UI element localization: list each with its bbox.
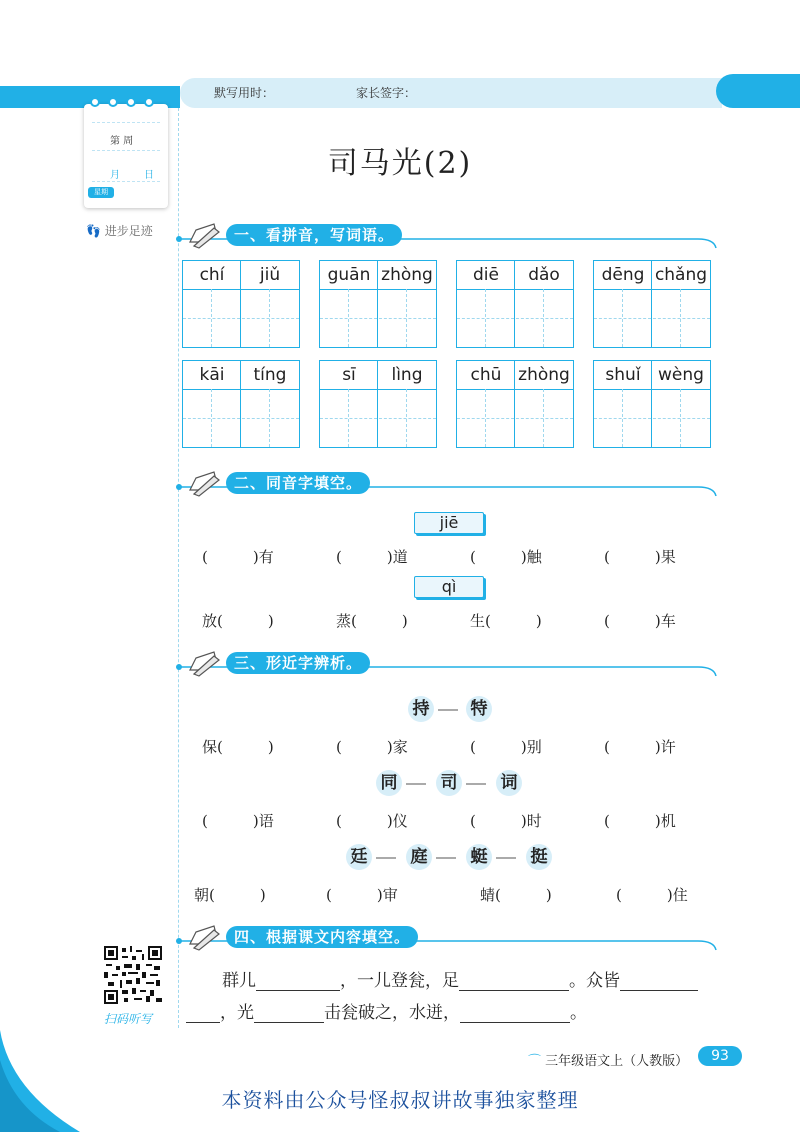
fill-item: ( )别 <box>470 738 542 756</box>
fill-item: 朝( ) <box>194 886 266 904</box>
time-label: 默写用时： <box>214 86 275 100</box>
writing-grid-box[interactable] <box>319 260 437 348</box>
week-label: 第 周 <box>110 136 134 147</box>
swoosh-icon: ⌒ <box>528 1054 542 1069</box>
book-label: 三年级语文上（人教版） <box>545 1054 689 1069</box>
pencil-icon <box>184 220 224 250</box>
section-header-4 <box>178 922 718 952</box>
ring-icon <box>126 97 136 107</box>
fill-item: 放( ) <box>202 612 274 630</box>
char-chip: 特 <box>466 696 492 722</box>
fill-text: 。 <box>570 1003 587 1023</box>
pinyin-text: shuǐ <box>605 365 641 385</box>
char-chip: 词 <box>496 770 522 796</box>
char-chip: 蜓 <box>466 844 492 870</box>
blank[interactable] <box>620 972 698 991</box>
fill-item: ( )许 <box>604 738 676 756</box>
page-number: 93 <box>698 1046 742 1066</box>
fill-item: ( )触 <box>470 548 542 566</box>
dash <box>376 857 396 859</box>
footprint-icon: 👣 <box>86 224 101 238</box>
fill-item: ( )有 <box>202 548 274 566</box>
pencil-icon <box>184 648 224 678</box>
pinyin-text: tíng <box>253 365 287 385</box>
fill-text: ，光 <box>220 1003 254 1023</box>
blank[interactable] <box>459 972 569 991</box>
fill-item: ( )住 <box>616 886 688 904</box>
pinyin-text: kāi <box>199 365 225 385</box>
month-label: 月 <box>110 170 120 181</box>
progress-text: 进步足迹 <box>104 224 153 238</box>
blank[interactable] <box>186 1004 220 1023</box>
section-title: 一、看拼音，写词语。 <box>226 224 402 246</box>
char-chip: 挺 <box>526 844 552 870</box>
blank[interactable] <box>256 972 340 991</box>
fill-item: 保( ) <box>202 738 274 756</box>
fill-item: ( )道 <box>336 548 408 566</box>
footer-note: 本资料由公众号怪叔叔讲故事独家整理 <box>221 1088 579 1112</box>
divider <box>92 122 160 123</box>
fill-item: 蜻( ) <box>480 886 552 904</box>
pinyin-text: lìng <box>391 365 423 385</box>
writing-grid-box[interactable] <box>456 360 574 448</box>
qr-label: 扫码听写 <box>104 1012 153 1026</box>
writing-grid-box[interactable] <box>182 260 300 348</box>
pinyin-text: dǎo <box>528 265 560 285</box>
char-chip: 司 <box>436 770 462 796</box>
pinyin-text: guān <box>327 265 371 285</box>
char-chip: 庭 <box>406 844 432 870</box>
pinyin-text: zhòng <box>381 265 433 285</box>
corner-decoration <box>0 1030 80 1132</box>
blank[interactable] <box>460 1004 570 1023</box>
char-chip: 持 <box>408 696 434 722</box>
pinyin-text: zhòng <box>518 365 570 385</box>
fill-item: ( )车 <box>604 612 676 630</box>
section-header-1 <box>178 220 718 250</box>
fill-item: ( )果 <box>604 548 676 566</box>
pinyin-text: chǎng <box>654 265 708 285</box>
day-label: 日 <box>144 170 154 181</box>
writing-grid-box[interactable] <box>319 360 437 448</box>
pinyin-tag: jiē <box>414 512 484 534</box>
fill-item: ( )时 <box>470 812 542 830</box>
fill-line-2 <box>186 998 706 1023</box>
dash <box>406 783 426 785</box>
fill-item: 蒸( ) <box>336 612 408 630</box>
fill-text: 击瓮破之，水迸， <box>324 1003 460 1023</box>
fill-text: ，一儿登瓮，足 <box>340 971 459 991</box>
qr-code-icon[interactable] <box>104 946 162 1004</box>
writing-grid-box[interactable] <box>456 260 574 348</box>
dash <box>438 709 458 711</box>
book-info <box>528 1050 688 1069</box>
pinyin-text: wèng <box>658 365 704 385</box>
pinyin-tag: qì <box>414 576 484 598</box>
pinyin-text: chū <box>470 365 502 385</box>
weekday-tag: 星期 <box>88 187 114 198</box>
writing-grid-box[interactable] <box>182 360 300 448</box>
blank[interactable] <box>254 1004 324 1023</box>
pinyin-text: chí <box>199 265 225 285</box>
dash <box>496 857 516 859</box>
fill-item: ( )家 <box>336 738 408 756</box>
fill-item: 生( ) <box>470 612 542 630</box>
fill-item: ( )语 <box>202 812 274 830</box>
header-band-right <box>716 74 800 108</box>
writing-grid-box[interactable] <box>593 260 711 348</box>
pencil-icon <box>184 468 224 498</box>
dash <box>466 783 486 785</box>
fill-item: ( )审 <box>326 886 398 904</box>
pinyin-text: diē <box>473 265 499 285</box>
char-chip: 同 <box>376 770 402 796</box>
fill-item: ( )仪 <box>336 812 408 830</box>
section-header-2 <box>178 468 718 498</box>
page-title: 司马光(2) <box>327 146 473 181</box>
writing-grid-box[interactable] <box>593 360 711 448</box>
pinyin-text: sī <box>342 365 356 385</box>
ring-icon <box>108 97 118 107</box>
dash <box>436 857 456 859</box>
fill-line-1 <box>222 966 722 991</box>
char-chip: 廷 <box>346 844 372 870</box>
section-title: 二、同音字填空。 <box>226 472 370 494</box>
pencil-icon <box>184 922 224 952</box>
fill-text: 群儿 <box>222 971 256 991</box>
progress-label <box>86 222 153 239</box>
section-title: 四、根据课文内容填空。 <box>226 926 418 948</box>
section-header-3 <box>178 648 718 678</box>
pinyin-text: dēng <box>601 265 645 285</box>
ring-icon <box>144 97 154 107</box>
pinyin-text: jiǔ <box>259 265 281 285</box>
fill-item: ( )机 <box>604 812 676 830</box>
sign-label: 家长签字： <box>356 86 417 100</box>
section-title: 三、形近字辨析。 <box>226 652 370 674</box>
ring-icon <box>90 97 100 107</box>
fill-text: 。众皆 <box>569 971 620 991</box>
